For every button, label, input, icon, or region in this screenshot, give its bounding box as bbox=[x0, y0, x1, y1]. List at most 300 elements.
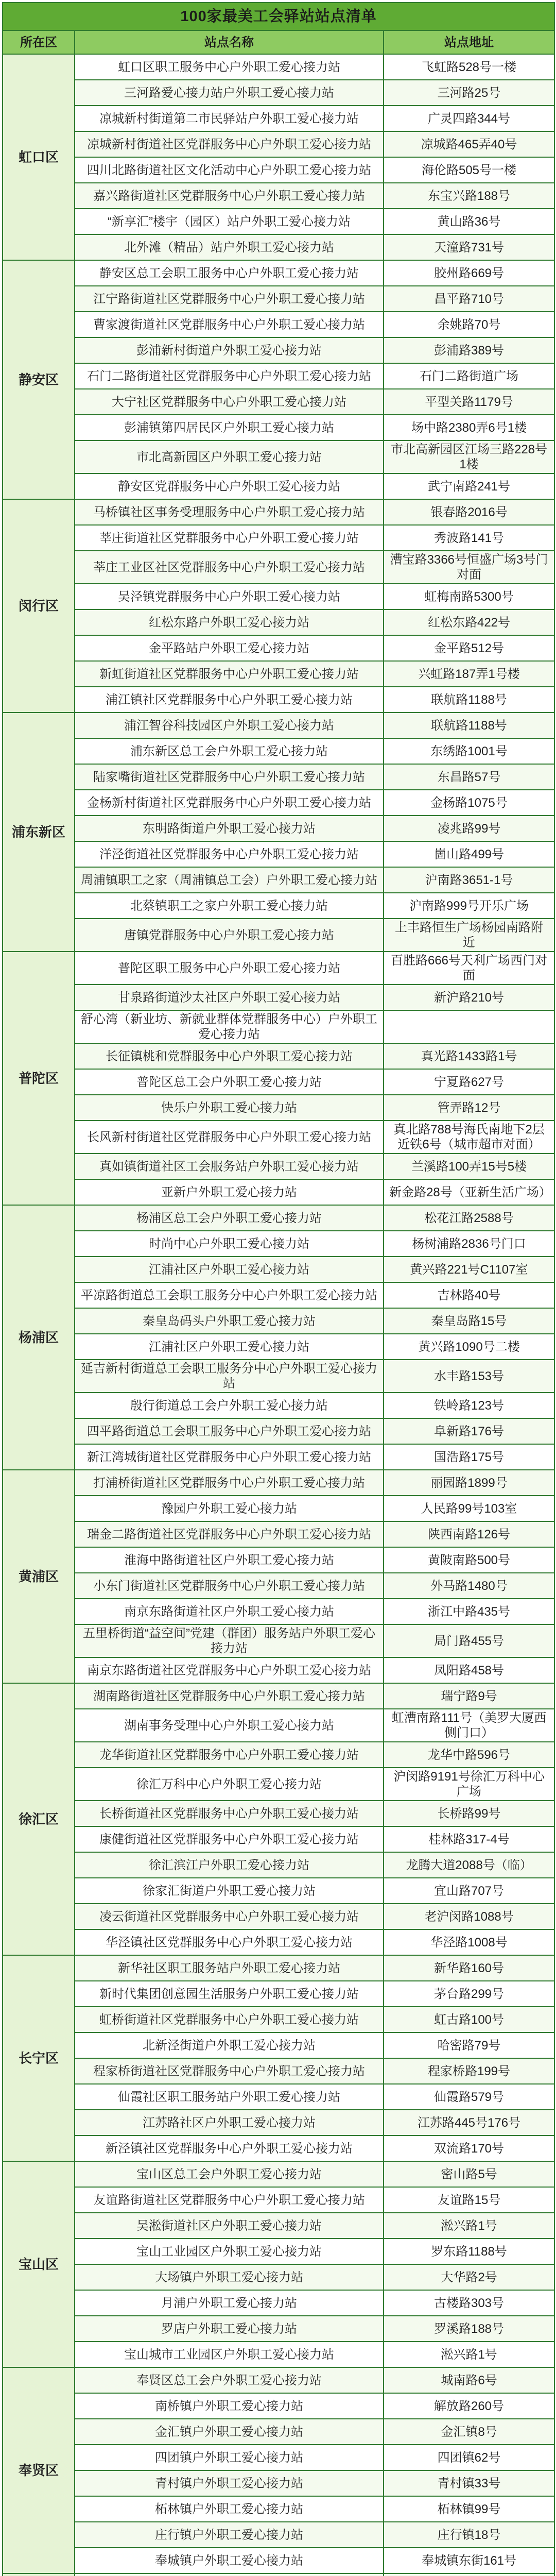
station-address-cell: 秦皇岛路15号 bbox=[384, 1308, 554, 1334]
table-row bbox=[3, 499, 554, 525]
station-address-cell: 兰溪路100弄15号5楼 bbox=[384, 1154, 554, 1179]
station-address-cell: 市北高新园区江场三路228号1楼 bbox=[384, 440, 554, 473]
table-row bbox=[3, 2573, 554, 2576]
table-row bbox=[3, 1981, 554, 2007]
table-row bbox=[3, 1069, 554, 1095]
table-row bbox=[3, 2445, 554, 2470]
station-address-cell: 金平路512号 bbox=[384, 635, 554, 661]
station-name-cell: 江浦社区户外职工爱心接力站 bbox=[75, 1257, 384, 1282]
station-address-cell: 奉城镇东街161号 bbox=[384, 2548, 554, 2573]
station-name-cell: 淮海中路街道社区户外职工爱心接力站 bbox=[75, 1547, 384, 1573]
table-row bbox=[3, 1418, 554, 1444]
station-name-cell: 四团镇户外职工爱心接力站 bbox=[75, 2445, 384, 2470]
table-row bbox=[3, 919, 554, 952]
station-name-cell: 仙霞社区职工服务站户外职工爱心接力站 bbox=[75, 2084, 384, 2110]
station-name-cell: 静安区党群服务中心户外职工爱心接力站 bbox=[75, 473, 384, 499]
table-row bbox=[3, 2161, 554, 2187]
station-address-cell: 东宝兴路188号 bbox=[384, 183, 554, 209]
station-name-cell bbox=[75, 2573, 384, 2576]
station-name-cell: 奉贤区总工会户外职工爱心接力站 bbox=[75, 2367, 384, 2393]
station-address-cell: 淞兴路1号 bbox=[384, 2213, 554, 2239]
station-name-cell: 秦皇岛码头户外职工爱心接力站 bbox=[75, 1308, 384, 1334]
station-name-cell: 嘉兴路街道社区党群服务中心户外职工爱心接力站 bbox=[75, 183, 384, 209]
table-row bbox=[3, 1095, 554, 1121]
station-name-cell: 吴泾镇党群服务中心户外职工爱心接力站 bbox=[75, 584, 384, 609]
station-name-cell: 打浦桥街道社区党群服务中心户外职工爱心接力站 bbox=[75, 1470, 384, 1496]
station-name-cell: 新时代集团创意园生活服务户外职工爱心接力站 bbox=[75, 1981, 384, 2007]
station-name-cell: 静安区总工会职工服务中心户外职工爱心接力站 bbox=[75, 260, 384, 286]
station-name-cell: 平凉路街道总工会职工服务分中心户外职工爱心接力站 bbox=[75, 1282, 384, 1308]
table-row bbox=[3, 2290, 554, 2316]
station-address-cell: 松花江路2588号 bbox=[384, 1205, 554, 1231]
station-address-cell: 秀波路141号 bbox=[384, 525, 554, 551]
station-address-cell: 黄陂南路500号 bbox=[384, 1547, 554, 1573]
table-row bbox=[3, 2032, 554, 2058]
station-address-cell: 华泾路1008号 bbox=[384, 1929, 554, 1955]
table-row bbox=[3, 1955, 554, 1981]
station-address-cell: 城南路6号 bbox=[384, 2367, 554, 2393]
table-row bbox=[3, 2548, 554, 2573]
station-name-cell: 瑞金二路街道社区党群服务中心户外职工爱心接力站 bbox=[75, 1521, 384, 1547]
table-row bbox=[3, 738, 554, 764]
table-row bbox=[3, 525, 554, 551]
station-name-cell: 杨浦区总工会户外职工爱心接力站 bbox=[75, 1205, 384, 1231]
station-address-cell: 沪南路999号开乐广场 bbox=[384, 893, 554, 919]
station-address-cell: 青村镇33号 bbox=[384, 2470, 554, 2496]
station-address-cell: 平型关路1179号 bbox=[384, 389, 554, 415]
station-name-cell: 凉城新村街道社区党群服务中心户外职工爱心接力站 bbox=[75, 131, 384, 157]
station-name-cell: 普陀区总工会户外职工爱心接力站 bbox=[75, 1069, 384, 1095]
station-address-cell: 淞兴路1号 bbox=[384, 2342, 554, 2367]
station-name-cell: 莘庄街道社区党群服务中心户外职工爱心接力站 bbox=[75, 525, 384, 551]
station-address-cell: 阜新路176号 bbox=[384, 1418, 554, 1444]
station-name-cell: 曹家渡街道社区党群服务中心户外职工爱心接力站 bbox=[75, 312, 384, 337]
station-name-cell: 市北高新园区户外职工爱心接力站 bbox=[75, 440, 384, 473]
table-row bbox=[3, 260, 554, 286]
station-address-cell: 罗东路1188号 bbox=[384, 2239, 554, 2264]
table-row bbox=[3, 286, 554, 312]
table-row bbox=[3, 1852, 554, 1878]
station-address-cell: 黄山路36号 bbox=[384, 209, 554, 234]
station-address-cell: 上丰路恒生广场杨园南路附近 bbox=[384, 919, 554, 952]
table-row bbox=[3, 584, 554, 609]
table-row bbox=[3, 1282, 554, 1308]
table-row bbox=[3, 713, 554, 738]
station-name-cell: 普陀区职工服务中心户外职工爱心接力站 bbox=[75, 952, 384, 985]
station-address-cell: 金汇镇8号 bbox=[384, 2419, 554, 2445]
station-address-cell: 飞虹路528号一楼 bbox=[384, 54, 554, 80]
station-address-cell: 凤阳路458号 bbox=[384, 1657, 554, 1683]
station-address-cell: 广灵四路344号 bbox=[384, 106, 554, 131]
station-name-cell: 龙华街道社区党群服务中心户外职工爱心接力站 bbox=[75, 1742, 384, 1768]
table-row bbox=[3, 2187, 554, 2213]
station-address-cell: 虹漕南路111号（美罗大厦西侧门口） bbox=[384, 1709, 554, 1742]
table-row bbox=[3, 363, 554, 389]
station-name-cell: 新华社区职工服务站户外职工爱心接力站 bbox=[75, 1955, 384, 1981]
station-address-cell: 解放路260号 bbox=[384, 2393, 554, 2419]
station-address-cell: 国浩路175号 bbox=[384, 1444, 554, 1470]
station-name-cell: 柘林镇户外职工爱心接力站 bbox=[75, 2496, 384, 2522]
station-name-cell: 浦江智谷科技园区户外职工爱心接力站 bbox=[75, 713, 384, 738]
table-row bbox=[3, 312, 554, 337]
station-name-cell: 时尚中心户外职工爱心接力站 bbox=[75, 1231, 384, 1257]
station-name-cell: 三河路爱心接力站户外职工爱心接力站 bbox=[75, 80, 384, 106]
station-name-cell: 湖南路街道社区党群服务中心户外职工爱心接力站 bbox=[75, 1683, 384, 1709]
table-row bbox=[3, 1657, 554, 1683]
table-row bbox=[3, 1121, 554, 1154]
table-row bbox=[3, 1878, 554, 1904]
station-name-cell: 徐家汇街道户外职工爱心接力站 bbox=[75, 1878, 384, 1904]
station-address-cell: 桂林路317-4号 bbox=[384, 1826, 554, 1852]
station-address-cell: 红松东路422号 bbox=[384, 609, 554, 635]
station-name-cell: 莘庄工业区社区党群服务中心户外职工爱心接力站 bbox=[75, 551, 384, 584]
table-row bbox=[3, 2136, 554, 2161]
table-row bbox=[3, 661, 554, 687]
station-address-cell: 管弄路12号 bbox=[384, 1095, 554, 1121]
table-row bbox=[3, 1709, 554, 1742]
station-address-cell: 沪南路3651-1号 bbox=[384, 867, 554, 893]
station-name-cell: 洋泾街道社区党群服务中心户外职工爱心接力站 bbox=[75, 841, 384, 867]
station-name-cell: 大场镇户外职工爱心接力站 bbox=[75, 2264, 384, 2290]
table-row bbox=[3, 415, 554, 440]
table-row bbox=[3, 1929, 554, 1955]
column-header-name: 站点名称 bbox=[75, 30, 384, 54]
station-name-cell: 新泾镇社区党群服务中心户外职工爱心接力站 bbox=[75, 2136, 384, 2161]
station-name-cell: 北外滩（精品）站户外职工爱心接力站 bbox=[75, 234, 384, 260]
station-address-cell: 真北路788号海氏南地下2层近铁6号（城市超市对面） bbox=[384, 1121, 554, 1154]
table-row bbox=[3, 1257, 554, 1282]
table-row bbox=[3, 1205, 554, 1231]
station-address-cell: 庄行镇18号 bbox=[384, 2522, 554, 2548]
table-row bbox=[3, 1154, 554, 1179]
table-row bbox=[3, 2110, 554, 2136]
district-cell: 黄浦区 bbox=[3, 1470, 75, 1683]
station-name-cell: 延吉新村街道总工会职工服务分中心户外职工爱心接力站 bbox=[75, 1360, 384, 1393]
table-row bbox=[3, 440, 554, 473]
station-name-cell: 金杨新村街道社区党群服务中心户外职工爱心接力站 bbox=[75, 790, 384, 816]
table-row bbox=[3, 1231, 554, 1257]
table-row bbox=[3, 1904, 554, 1929]
district-cell: 徐汇区 bbox=[3, 1683, 75, 1955]
station-address-cell: 三河路25号 bbox=[384, 80, 554, 106]
station-address-cell: 水丰路153号 bbox=[384, 1360, 554, 1393]
station-name-cell: 真如镇街道社区工会服务站户外职工爱心接力站 bbox=[75, 1154, 384, 1179]
station-name-cell: 江宁路街道社区党群服务中心户外职工爱心接力站 bbox=[75, 286, 384, 312]
station-address-cell: 陕西南路126号 bbox=[384, 1521, 554, 1547]
table-row bbox=[3, 473, 554, 499]
table-row bbox=[3, 1010, 554, 1043]
district-cell: 虹口区 bbox=[3, 54, 75, 260]
station-name-cell: 湖南事务受理中心户外职工爱心接力站 bbox=[75, 1709, 384, 1742]
station-address-cell: 局门路455号 bbox=[384, 1624, 554, 1657]
station-name-cell: 长征镇桃和党群服务中心户外职工爱心接力站 bbox=[75, 1043, 384, 1069]
station-name-cell: 江苏路社区户外职工爱心接力站 bbox=[75, 2110, 384, 2136]
station-name-cell: 陆家嘴街道社区党群服务中心户外职工爱心接力站 bbox=[75, 764, 384, 790]
table-row bbox=[3, 816, 554, 841]
station-name-cell: 吴淞街道社区户外职工爱心接力站 bbox=[75, 2213, 384, 2239]
station-name-cell: 彭浦镇第四居民区户外职工爱心接力站 bbox=[75, 415, 384, 440]
station-name-cell: 豫园户外职工爱心接力站 bbox=[75, 1496, 384, 1521]
table-row bbox=[3, 1742, 554, 1768]
table-row bbox=[3, 1360, 554, 1393]
table-row bbox=[3, 764, 554, 790]
table-row bbox=[3, 1599, 554, 1624]
station-name-cell: 东明路街道户外职工爱心接力站 bbox=[75, 816, 384, 841]
station-address-cell: 武宁南路241号 bbox=[384, 473, 554, 499]
station-address-cell: 昌平路710号 bbox=[384, 286, 554, 312]
station-name-cell: 周浦镇职工之家（周浦镇总工会）户外职工爱心接力站 bbox=[75, 867, 384, 893]
station-address-cell: 胶州路669号 bbox=[384, 260, 554, 286]
station-name-cell: 北蔡镇职工之家户外职工爱心接力站 bbox=[75, 893, 384, 919]
station-name-cell: 宝山区总工会户外职工爱心接力站 bbox=[75, 2161, 384, 2187]
station-address-cell: 银春路2016号 bbox=[384, 499, 554, 525]
district-cell: 静安区 bbox=[3, 260, 75, 499]
station-name-cell: 南京东路街道社区户外职工爱心接力站 bbox=[75, 1599, 384, 1624]
table-row bbox=[3, 389, 554, 415]
station-address-cell: 虹梅南路5300号 bbox=[384, 584, 554, 609]
station-name-cell: 唐镇党群服务中心户外职工爱心接力站 bbox=[75, 919, 384, 952]
station-name-cell: 徐汇万科中心户外职工爱心接力站 bbox=[75, 1768, 384, 1801]
station-name-cell: 华泾镇社区党群服务中心户外职工爱心接力站 bbox=[75, 1929, 384, 1955]
station-address-cell: 龙华中路596号 bbox=[384, 1742, 554, 1768]
table-row bbox=[3, 790, 554, 816]
district-cell: 宝山区 bbox=[3, 2161, 75, 2367]
table-row bbox=[3, 337, 554, 363]
station-address-cell: 彭浦路389号 bbox=[384, 337, 554, 363]
station-name-cell: 金平路站户外职工爱心接力站 bbox=[75, 635, 384, 661]
table-row bbox=[3, 2316, 554, 2342]
station-address-cell: 新金路28号（亚新生活广场） bbox=[384, 1179, 554, 1205]
table-row bbox=[3, 1521, 554, 1547]
station-name-cell: 马桥镇社区事务受理服务中心户外职工爱心接力站 bbox=[75, 499, 384, 525]
station-list-table bbox=[2, 2, 555, 2576]
station-address-cell: 崮山路499号 bbox=[384, 841, 554, 867]
table-row bbox=[3, 2264, 554, 2290]
table-row bbox=[3, 893, 554, 919]
station-name-cell: 南桥镇户外职工爱心接力站 bbox=[75, 2393, 384, 2419]
station-name-cell: 凌云街道社区党群服务中心户外职工爱心接力站 bbox=[75, 1904, 384, 1929]
table-row bbox=[3, 106, 554, 131]
station-name-cell: 殷行街道总工会户外职工爱心接力站 bbox=[75, 1393, 384, 1418]
station-address-cell: 茅台路299号 bbox=[384, 1981, 554, 2007]
station-name-cell: 甘泉路街道沙太社区户外职工爱心接力站 bbox=[75, 985, 384, 1010]
station-name-cell: 长桥街道社区党群服务中心户外职工爱心接力站 bbox=[75, 1801, 384, 1826]
station-name-cell: 北新泾街道户外职工爱心接力站 bbox=[75, 2032, 384, 2058]
station-address-cell: 凉城路465弄40号 bbox=[384, 131, 554, 157]
station-address-cell bbox=[384, 2573, 554, 2576]
station-address-cell: 石门二路街道广场 bbox=[384, 363, 554, 389]
table-body bbox=[3, 54, 554, 2576]
table-row bbox=[3, 635, 554, 661]
station-name-cell: 罗店户外职工爱心接力站 bbox=[75, 2316, 384, 2342]
station-address-cell: 兴虹路187弄1号楼 bbox=[384, 661, 554, 687]
station-name-cell: 奉城镇户外职工爱心接力站 bbox=[75, 2548, 384, 2573]
table-row bbox=[3, 1547, 554, 1573]
table-row bbox=[3, 1179, 554, 1205]
table-row bbox=[3, 867, 554, 893]
station-address-cell: 四团镇62号 bbox=[384, 2445, 554, 2470]
station-name-cell: 虹桥街道社区党群服务中心户外职工爱心接力站 bbox=[75, 2007, 384, 2032]
table-row bbox=[3, 1826, 554, 1852]
station-address-cell: 东昌路57号 bbox=[384, 764, 554, 790]
table-row bbox=[3, 952, 554, 985]
station-address-cell: 东绣路1001号 bbox=[384, 738, 554, 764]
station-address-cell: 宜山路707号 bbox=[384, 1878, 554, 1904]
table-header bbox=[3, 3, 554, 54]
table-row bbox=[3, 2239, 554, 2264]
station-address-cell: 龙腾大道2088号（临） bbox=[384, 1852, 554, 1878]
table-row bbox=[3, 1308, 554, 1334]
station-name-cell: 凉城新村街道第二市民驿站户外职工爱心接力站 bbox=[75, 106, 384, 131]
district-cell: 闵行区 bbox=[3, 499, 75, 713]
district-cell: 杨浦区 bbox=[3, 1205, 75, 1470]
station-address-cell: 老沪闵路1088号 bbox=[384, 1904, 554, 1929]
station-name-cell: 彭浦新村街道户外职工爱心接力站 bbox=[75, 337, 384, 363]
station-address-cell: 黄兴路1090号二楼 bbox=[384, 1334, 554, 1360]
station-address-cell: 新华路160号 bbox=[384, 1955, 554, 1981]
table-row bbox=[3, 2522, 554, 2548]
station-address-cell: 人民路99号103室 bbox=[384, 1496, 554, 1521]
station-address-cell: 吉林路40号 bbox=[384, 1282, 554, 1308]
table-row bbox=[3, 1573, 554, 1599]
table-row bbox=[3, 2419, 554, 2445]
table-row bbox=[3, 2084, 554, 2110]
station-address-cell: 虹古路100号 bbox=[384, 2007, 554, 2032]
station-name-cell: 青村镇户外职工爱心接力站 bbox=[75, 2470, 384, 2496]
table-row bbox=[3, 54, 554, 80]
station-address-cell: 凌兆路99号 bbox=[384, 816, 554, 841]
station-address-cell: 古楼路303号 bbox=[384, 2290, 554, 2316]
table-row bbox=[3, 157, 554, 183]
station-address-cell: 密山路5号 bbox=[384, 2161, 554, 2187]
station-address-cell bbox=[384, 1010, 554, 1043]
station-address-cell: 双流路170号 bbox=[384, 2136, 554, 2161]
station-address-cell: 浙江中路435号 bbox=[384, 1599, 554, 1624]
district-cell: 浦东新区 bbox=[3, 713, 75, 952]
station-address-cell: 宁夏路627号 bbox=[384, 1069, 554, 1095]
station-name-cell: 月浦户外职工爱心接力站 bbox=[75, 2290, 384, 2316]
station-name-cell: 程家桥街道社区党群服务中心户外职工爱心接力站 bbox=[75, 2058, 384, 2084]
station-address-cell: 友谊路15号 bbox=[384, 2187, 554, 2213]
table-row bbox=[3, 2058, 554, 2084]
table-row bbox=[3, 2007, 554, 2032]
station-address-cell: 外马路1480号 bbox=[384, 1573, 554, 1599]
station-address-cell: 新沪路210号 bbox=[384, 985, 554, 1010]
station-name-cell: 舒心湾（新业坊、新就业群体党群服务中心）户外职工爱心接力站 bbox=[75, 1010, 384, 1043]
station-address-cell: 程家桥路199号 bbox=[384, 2058, 554, 2084]
table-row bbox=[3, 2470, 554, 2496]
document-title: 100家最美工会驿站站点清单 bbox=[3, 3, 554, 30]
table-row bbox=[3, 1683, 554, 1709]
station-address-cell: 铁岭路123号 bbox=[384, 1393, 554, 1418]
table-row bbox=[3, 2393, 554, 2419]
table-row bbox=[3, 1444, 554, 1470]
station-address-cell: 场中路2380弄6号1楼 bbox=[384, 415, 554, 440]
station-address-cell: 江苏路445号176号 bbox=[384, 2110, 554, 2136]
station-name-cell: 长风新村街道社区党群服务中心户外职工爱心接力站 bbox=[75, 1121, 384, 1154]
station-address-cell: 瑞宁路9号 bbox=[384, 1683, 554, 1709]
table-row bbox=[3, 1393, 554, 1418]
station-address-cell: 柘林镇99号 bbox=[384, 2496, 554, 2522]
table-row bbox=[3, 131, 554, 157]
table-row bbox=[3, 551, 554, 584]
table-row bbox=[3, 80, 554, 106]
station-name-cell: 友谊路街道社区党群服务中心户外职工爱心接力站 bbox=[75, 2187, 384, 2213]
station-address-cell: 仙霞路579号 bbox=[384, 2084, 554, 2110]
station-name-cell: 亚新户外职工爱心接力站 bbox=[75, 1179, 384, 1205]
column-header-address: 站点地址 bbox=[384, 30, 554, 54]
table-row bbox=[3, 1043, 554, 1069]
station-name-cell: 四平路街道总工会职工服务中心户外职工爱心接力站 bbox=[75, 1418, 384, 1444]
station-name-cell: 四川北路街道社区文化活动中心户外职工爱心接力站 bbox=[75, 157, 384, 183]
station-address-cell: 百胜路666号天利广场西门对面 bbox=[384, 952, 554, 985]
station-address-cell: 黄兴路221号C1107室 bbox=[384, 1257, 554, 1282]
table-row bbox=[3, 1334, 554, 1360]
station-address-cell: 罗溪路188号 bbox=[384, 2316, 554, 2342]
station-name-cell: 金汇镇户外职工爱心接力站 bbox=[75, 2419, 384, 2445]
table-row bbox=[3, 2367, 554, 2393]
station-name-cell: 浦东新区总工会户外职工爱心接力站 bbox=[75, 738, 384, 764]
station-address-cell: 联航路1188号 bbox=[384, 687, 554, 713]
station-name-cell: 南京东路街道社区党群服务中心户外职工爱心接力站 bbox=[75, 1657, 384, 1683]
station-address-cell: 联航路1188号 bbox=[384, 713, 554, 738]
station-name-cell: 宝山城市工业园区户外职工爱心接力站 bbox=[75, 2342, 384, 2367]
station-address-cell: 天潼路731号 bbox=[384, 234, 554, 260]
district-cell: 普陀区 bbox=[3, 952, 75, 1205]
station-name-cell: 快乐户外职工爱心接力站 bbox=[75, 1095, 384, 1121]
station-name-cell: 新虹街道社区党群服务中心户外职工爱心接力站 bbox=[75, 661, 384, 687]
station-name-cell: “新享汇”楼宇（园区）站户外职工爱心接力站 bbox=[75, 209, 384, 234]
table-row bbox=[3, 985, 554, 1010]
station-name-cell: 康健街道社区党群服务中心户外职工爱心接力站 bbox=[75, 1826, 384, 1852]
district-cell: 奉贤区 bbox=[3, 2367, 75, 2573]
station-address-cell: 哈密路79号 bbox=[384, 2032, 554, 2058]
station-address-cell: 漕宝路3366号恒盛广场3号门对面 bbox=[384, 551, 554, 584]
table-row bbox=[3, 1624, 554, 1657]
station-address-cell: 杨树浦路2836号门口 bbox=[384, 1231, 554, 1257]
station-name-cell: 大宁社区党群服务中心户外职工爱心接力站 bbox=[75, 389, 384, 415]
table-row bbox=[3, 2342, 554, 2367]
table-row bbox=[3, 2496, 554, 2522]
station-address-cell: 海伦路505号一楼 bbox=[384, 157, 554, 183]
station-name-cell: 五里桥街道“益空间”党建（群团）服务站户外职工爱心接力站 bbox=[75, 1624, 384, 1657]
station-address-cell: 余姚路70号 bbox=[384, 312, 554, 337]
station-name-cell: 徐汇滨江户外职工爱心接力站 bbox=[75, 1852, 384, 1878]
table-row bbox=[3, 183, 554, 209]
station-name-cell: 小东门街道社区党群服务中心户外职工爱心接力站 bbox=[75, 1573, 384, 1599]
station-address-cell: 丽园路1899号 bbox=[384, 1470, 554, 1496]
station-address-cell: 真光路1433路1号 bbox=[384, 1043, 554, 1069]
table-row bbox=[3, 234, 554, 260]
table-row bbox=[3, 209, 554, 234]
station-name-cell: 虹口区职工服务中心户外职工爱心接力站 bbox=[75, 54, 384, 80]
table-row bbox=[3, 1768, 554, 1801]
station-address-cell: 金杨路1075号 bbox=[384, 790, 554, 816]
station-name-cell: 江浦社区户外职工爱心接力站 bbox=[75, 1334, 384, 1360]
table-row bbox=[3, 1470, 554, 1496]
table-row bbox=[3, 687, 554, 713]
column-header-district: 所在区 bbox=[3, 30, 75, 54]
table-row bbox=[3, 841, 554, 867]
station-address-cell: 长桥路99号 bbox=[384, 1801, 554, 1826]
station-name-cell: 红松东路户外职工爱心接力站 bbox=[75, 609, 384, 635]
station-address-cell: 大华路2号 bbox=[384, 2264, 554, 2290]
station-name-cell: 宝山工业园区户外职工爱心接力站 bbox=[75, 2239, 384, 2264]
district-cell bbox=[3, 2573, 75, 2576]
table-row bbox=[3, 2213, 554, 2239]
table-row bbox=[3, 609, 554, 635]
station-name-cell: 浦江镇社区党群服务中心户外职工爱心接力站 bbox=[75, 687, 384, 713]
